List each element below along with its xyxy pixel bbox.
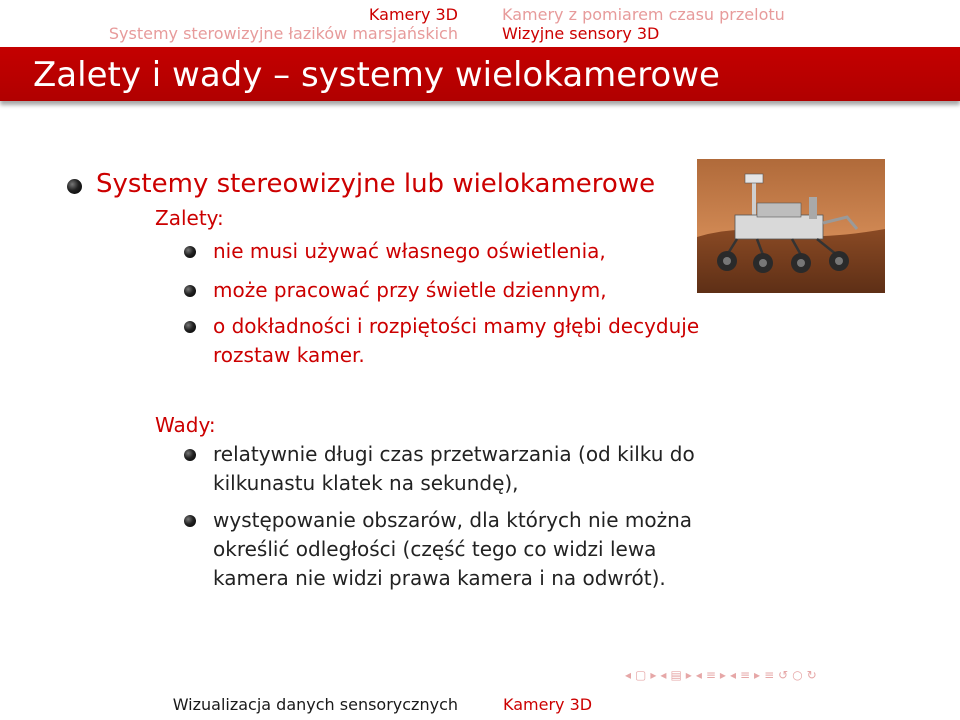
ball-bullet-icon [184, 285, 196, 297]
pros-item: może pracować przy świetle dziennym, [213, 278, 607, 302]
pros-item: o dokładności i rozpiętości mamy głębi decyduje rozstaw kamer. [213, 314, 700, 367]
nav-right [480, 0, 960, 46]
ball-bullet-icon [184, 449, 196, 461]
mars-rover-image [697, 159, 885, 293]
nav-next-arrow-icon[interactable]: ▸ [719, 668, 726, 682]
nav-left [0, 0, 480, 46]
nav-zoom-icon[interactable]: ○ [792, 668, 803, 682]
nav-search-icon[interactable]: ↺ [778, 668, 789, 682]
nav-appendix-icon[interactable]: ≡ [764, 668, 775, 682]
frame-title-bar [0, 47, 960, 101]
pros-title: Zalety: [155, 206, 224, 230]
nav-section-link[interactable]: Kamery 3D [368, 5, 458, 24]
main-bullet: Systemy stereowizyjne lub wielokamerowe [96, 169, 656, 199]
nav-section-icon[interactable]: ≡ [705, 668, 716, 682]
nav-prev-arrow-icon[interactable]: ◂ [625, 668, 632, 682]
ball-bullet-icon [184, 321, 196, 333]
pros-item: nie musi używać własnego oświetlenia, [213, 239, 606, 263]
nav-section-link[interactable]: Kamery z pomiarem czasu przelotu [502, 5, 785, 24]
cons-title: Wady: [155, 413, 216, 437]
nav-undo-icon[interactable]: ↻ [806, 668, 817, 682]
nav-next-arrow-icon[interactable]: ▸ [754, 668, 761, 682]
cons-item: występowanie obszarów, dla których nie można określić odległości (część tego co widzi lewa kamera nie widzi prawa kamera i na odwrót). [213, 508, 693, 590]
ball-bullet-icon [184, 515, 196, 527]
beamer-navigation-symbols [625, 665, 817, 685]
nav-prev-arrow-icon[interactable]: ◂ [660, 668, 667, 682]
nav-subsection-icon[interactable]: ▤ [670, 668, 682, 682]
nav-subsection-link[interactable]: Systemy sterowizyjne łazików marsjańskich [108, 24, 458, 43]
nav-frame-icon[interactable]: ▢ [635, 668, 647, 682]
cons-item: relatywnie długi czas przetwarzania (od kilku do kilkunastu klatek na sekundę), [213, 442, 695, 495]
nav-subsection-link[interactable]: Wizyjne sensory 3D [502, 24, 660, 43]
nav-next-arrow-icon[interactable]: ▸ [685, 668, 692, 682]
footer-section: Kamery 3D [503, 695, 593, 714]
nav-section-icon[interactable]: ≡ [739, 668, 751, 682]
nav-next-arrow-icon[interactable]: ▸ [650, 668, 657, 682]
footer [0, 692, 960, 720]
slide-title: Zalety i wady – systemy wielokamerowe [33, 55, 720, 95]
ball-bullet-icon [184, 246, 196, 258]
nav-prev-arrow-icon[interactable]: ◂ [729, 668, 736, 682]
nav-prev-arrow-icon[interactable]: ◂ [695, 668, 702, 682]
header-nav [0, 0, 960, 46]
slide-content [0, 101, 960, 661]
footer-title: Wizualizacja danych sensorycznych [172, 695, 458, 714]
ball-bullet-icon [67, 179, 82, 194]
